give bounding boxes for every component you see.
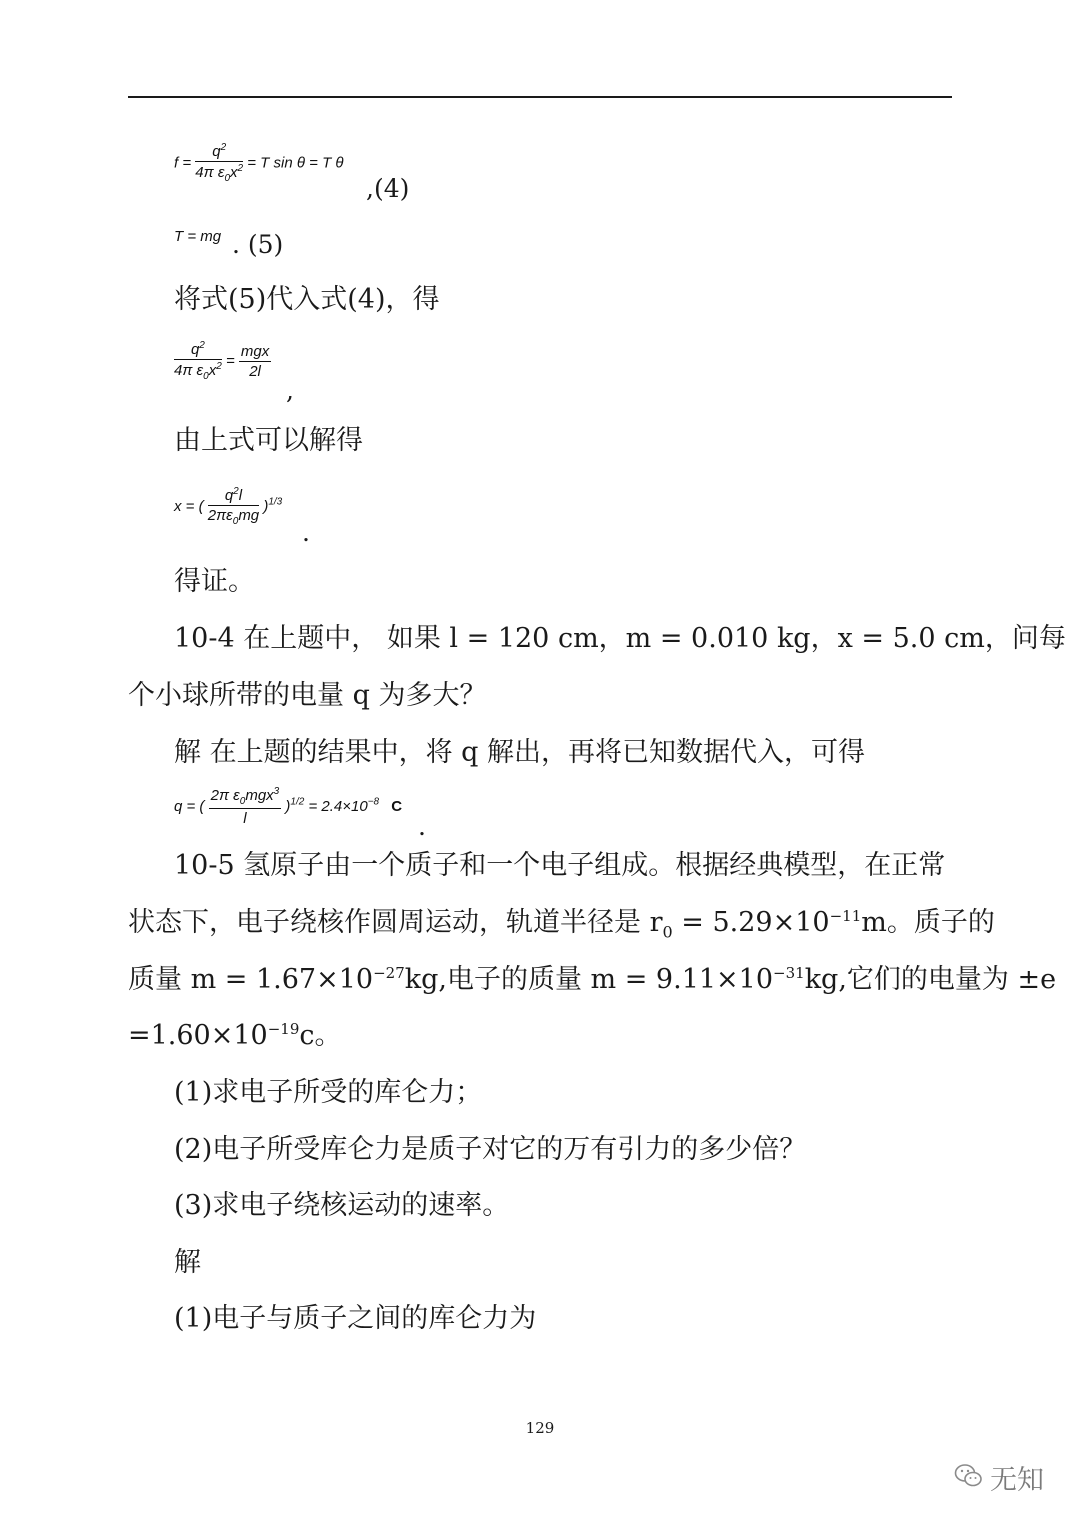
solution-10-4: 解 在上题的结果中，将 q 解出，再将已知数据代入，可得 [174, 737, 866, 768]
problem-10-5-line4: $=1.60\times 10^{-19}c$。 [128, 1020, 342, 1051]
substitute-line: 将式(5)代入式(4)，得 [174, 284, 440, 315]
watermark-text: 无知 [990, 1465, 1044, 1496]
combined-equation-comma: , [286, 376, 294, 405]
solution-label: 解 [174, 1247, 201, 1278]
page-number: 129 [525, 1419, 555, 1437]
q-equation: q = ( $\frac{2\pi \varepsilon_0mgx^3}{l}$ )$^{1/2} = 2.4\times 10^{-8}$ C [174, 786, 403, 827]
equation-4-label: ,(4) [366, 174, 410, 203]
x-equation-period: . [302, 518, 310, 547]
wechat-icon [954, 1463, 984, 1493]
problem-10-4-line1: 10-4 在上题中， 如果 l = 120 cm，m = 0.010 kg，x = 5.0 cm，问每 [174, 623, 1066, 654]
header-rule [128, 96, 952, 98]
question-1: (1)求电子所受的库仑力； [174, 1077, 483, 1108]
equation-4: f = $\frac{q^2}{4\pi \varepsilon_0x^2}$ = T sin θ = T θ [174, 142, 344, 184]
q-equation-period: . [418, 812, 426, 841]
watermark [954, 1458, 1044, 1497]
question-2: (2)电子所受库仑力是质子对它的万有引力的多少倍？ [174, 1134, 807, 1165]
x-equation: x = ( $\frac{q^2l}{2\pi\varepsilon_0mg}$ )$^{1/3}$ [174, 486, 283, 527]
problem-10-5-line1: 10-5 氢原子由一个质子和一个电子组成。根据经典模型，在正常 [174, 850, 946, 881]
solve-line: 由上式可以解得 [174, 425, 363, 456]
combined-equation: $\frac{q^2}{4\pi \varepsilon_0x^2}$ = $\frac{\text{mgx}}{2l}$ [174, 340, 270, 382]
equation-5-label: . (5) [232, 230, 284, 259]
equation-5: T = mg [174, 228, 222, 245]
question-3: (3)求电子绕核运动的速率。 [174, 1190, 510, 1221]
problem-10-5-line2: 状态下，电子绕核作圆周运动，轨道半径是 $r_0 = 5.29\times 10^{-11}m$。质子的 [128, 907, 995, 942]
problem-10-4-line2: 个小球所带的电量 q 为多大？ [128, 680, 487, 711]
solution-step-1: (1)电子与质子之间的库仑力为 [174, 1303, 537, 1334]
proved-line: 得证。 [174, 566, 255, 597]
problem-10-5-line3: 质量 $m = 1.67\times 10^{-27}kg$,电子的质量 $m = 9.11\times 10^{-31}kg$,它们的电量为 ±e [128, 964, 1057, 995]
